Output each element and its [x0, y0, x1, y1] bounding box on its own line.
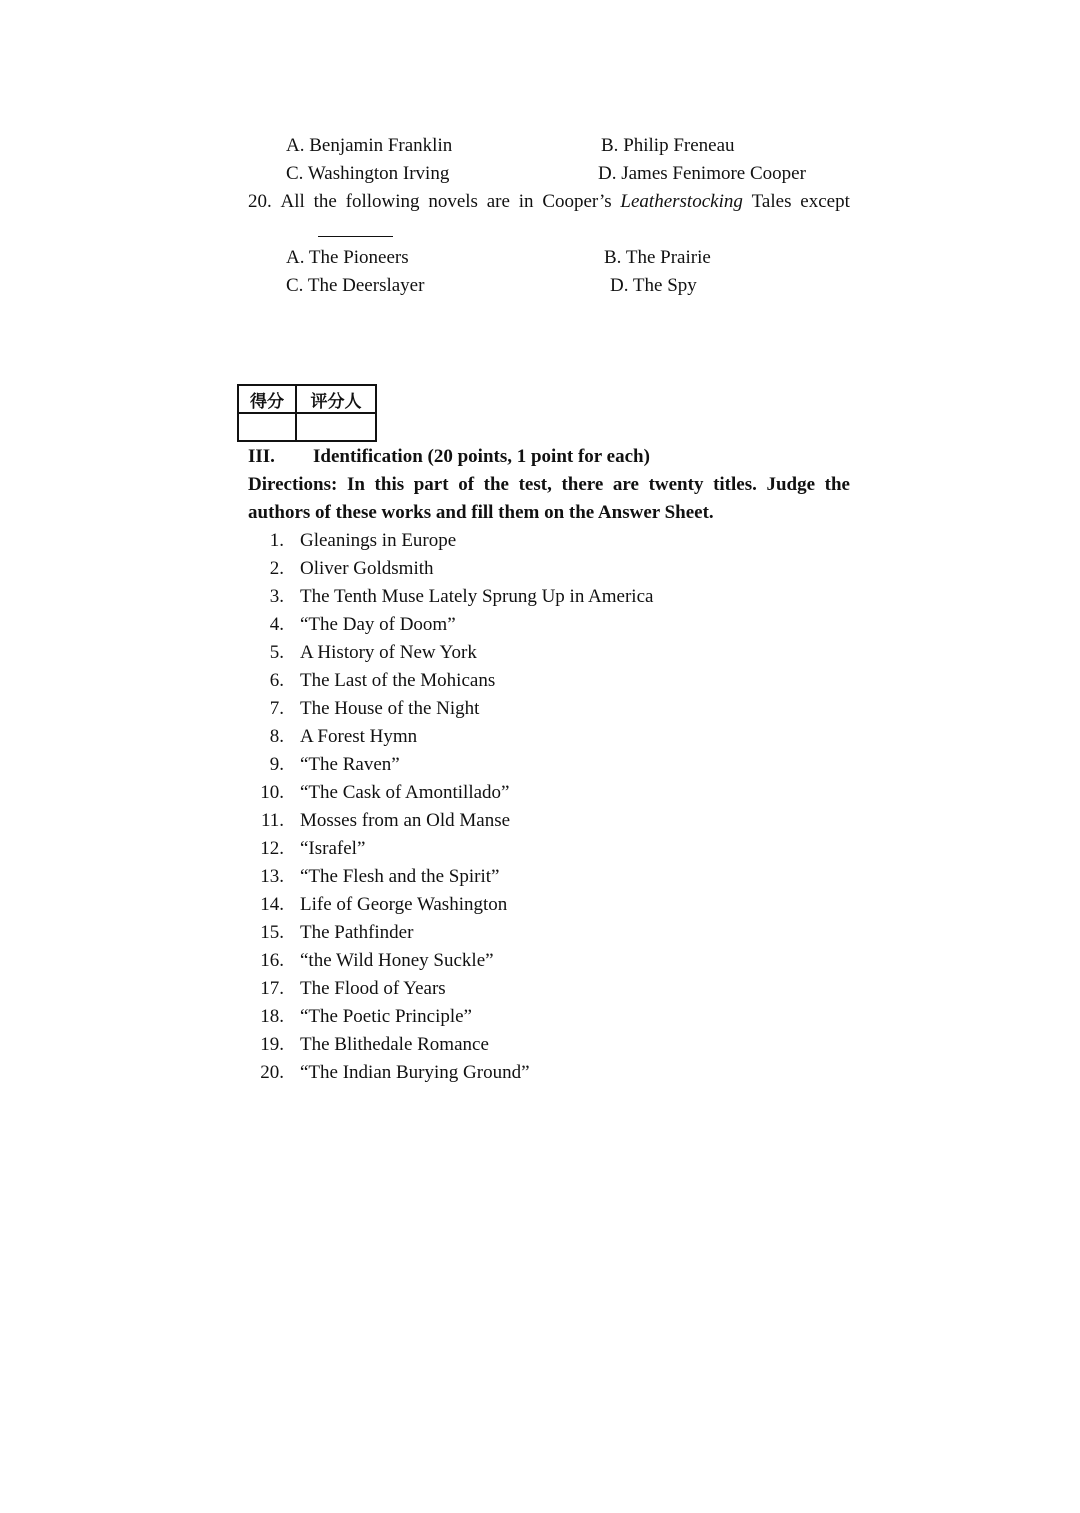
item-number: 16. — [260, 950, 284, 971]
q20-option-a — [286, 246, 409, 270]
item-title: The Blithedale Romance — [300, 1034, 489, 1055]
option-a — [286, 134, 452, 158]
item-number: 14. — [260, 894, 284, 915]
section-title: Identification (20 points, 1 point for each) — [313, 446, 650, 467]
stem-word: Tales — [751, 191, 792, 212]
option-text: The Spy — [632, 275, 697, 296]
item-number: 2. — [269, 558, 284, 579]
item-number: 5. — [269, 642, 284, 663]
option-d — [598, 162, 806, 186]
stem-word: except — [800, 191, 850, 212]
item-title: A History of New York — [300, 642, 477, 663]
item-number: 15. — [260, 922, 284, 943]
item-number: 1. — [269, 530, 284, 551]
score-cell[interactable] — [238, 413, 296, 441]
item-title: The Tenth Muse Lately Sprung Up in America — [300, 586, 654, 607]
item-title: The Flood of Years — [300, 978, 446, 999]
item-number: 3. — [269, 586, 284, 607]
item-title: “The Cask of Amontillado” — [300, 782, 510, 803]
stem-italic-title: Leatherstocking — [620, 191, 743, 212]
item-number: 7. — [269, 698, 284, 719]
item-number: 6. — [269, 670, 284, 691]
item-title: Mosses from an Old Manse — [300, 810, 511, 831]
option-letter: A. — [286, 247, 305, 268]
item-title: The Last of the Mohicans — [300, 670, 496, 691]
q20-option-b — [604, 246, 711, 270]
item-number: 17. — [260, 978, 284, 999]
stem-word: in — [518, 191, 534, 212]
item-title: Life of George Washington — [300, 894, 508, 915]
item-title: “The Day of Doom” — [300, 614, 456, 635]
option-letter: B. — [601, 135, 619, 156]
grader-cell[interactable] — [296, 413, 376, 441]
option-b — [601, 134, 735, 158]
item-number: 20. — [260, 1062, 284, 1083]
option-letter: C. — [286, 275, 304, 296]
item-title: A Forest Hymn — [300, 726, 418, 747]
item-number: 12. — [260, 838, 284, 859]
score-label: 得分 — [238, 385, 296, 413]
stem-word: Cooper’s — [542, 191, 612, 212]
directions-line-2: authors of these works and fill them on the Answer Sheet. — [248, 502, 714, 523]
item-title: Gleanings in Europe — [300, 530, 457, 551]
option-letter: D. — [598, 163, 617, 184]
item-title: “The Flesh and the Spirit” — [300, 866, 500, 887]
directions-line-1: Directions: In this part of the test, there are twenty titles. Judge the — [248, 474, 850, 495]
item-title: The Pathfinder — [300, 922, 414, 943]
option-text: The Prairie — [625, 247, 711, 268]
item-number: 13. — [260, 866, 284, 887]
grader-label: 评分人 — [296, 385, 376, 413]
stem-word: are — [486, 191, 510, 212]
stem-word: novels — [428, 191, 478, 212]
option-text: Benjamin Franklin — [309, 135, 453, 156]
option-letter: A. — [286, 135, 305, 156]
section-numeral: III. — [248, 446, 275, 467]
option-text: Philip Freneau — [623, 135, 735, 156]
answer-blank-line — [318, 236, 393, 237]
stem-word: the — [313, 191, 337, 212]
option-letter: C. — [286, 163, 304, 184]
item-number: 11. — [260, 810, 284, 831]
stem-word: All — [280, 191, 305, 212]
question-20-stem — [248, 190, 850, 214]
option-text: James Fenimore Cooper — [621, 163, 806, 184]
item-number: 4. — [269, 614, 284, 635]
option-letter: D. — [610, 275, 629, 296]
item-number: 18. — [260, 1006, 284, 1027]
item-title: “the Wild Honey Suckle” — [300, 950, 494, 971]
item-title: Oliver Goldsmith — [300, 558, 434, 579]
item-number: 9. — [269, 754, 284, 775]
item-number: 8. — [269, 726, 284, 747]
item-title: The House of the Night — [300, 698, 480, 719]
q20-option-d — [610, 274, 697, 298]
option-text: The Deerslayer — [307, 275, 425, 296]
item-title: “The Indian Burying Ground” — [300, 1062, 530, 1083]
option-c — [286, 162, 449, 186]
item-number: 19. — [260, 1034, 284, 1055]
item-title: “The Poetic Principle” — [300, 1006, 472, 1027]
q20-option-c — [286, 274, 424, 298]
option-text: The Pioneers — [308, 247, 409, 268]
option-text: Washington Irving — [307, 163, 450, 184]
option-letter: B. — [604, 247, 622, 268]
item-title: “The Raven” — [300, 754, 400, 775]
question-number: 20. — [248, 191, 272, 212]
stem-word: following — [345, 191, 420, 212]
item-number: 10. — [260, 782, 284, 803]
item-title: “Israfel” — [300, 838, 366, 859]
score-table — [237, 384, 377, 442]
